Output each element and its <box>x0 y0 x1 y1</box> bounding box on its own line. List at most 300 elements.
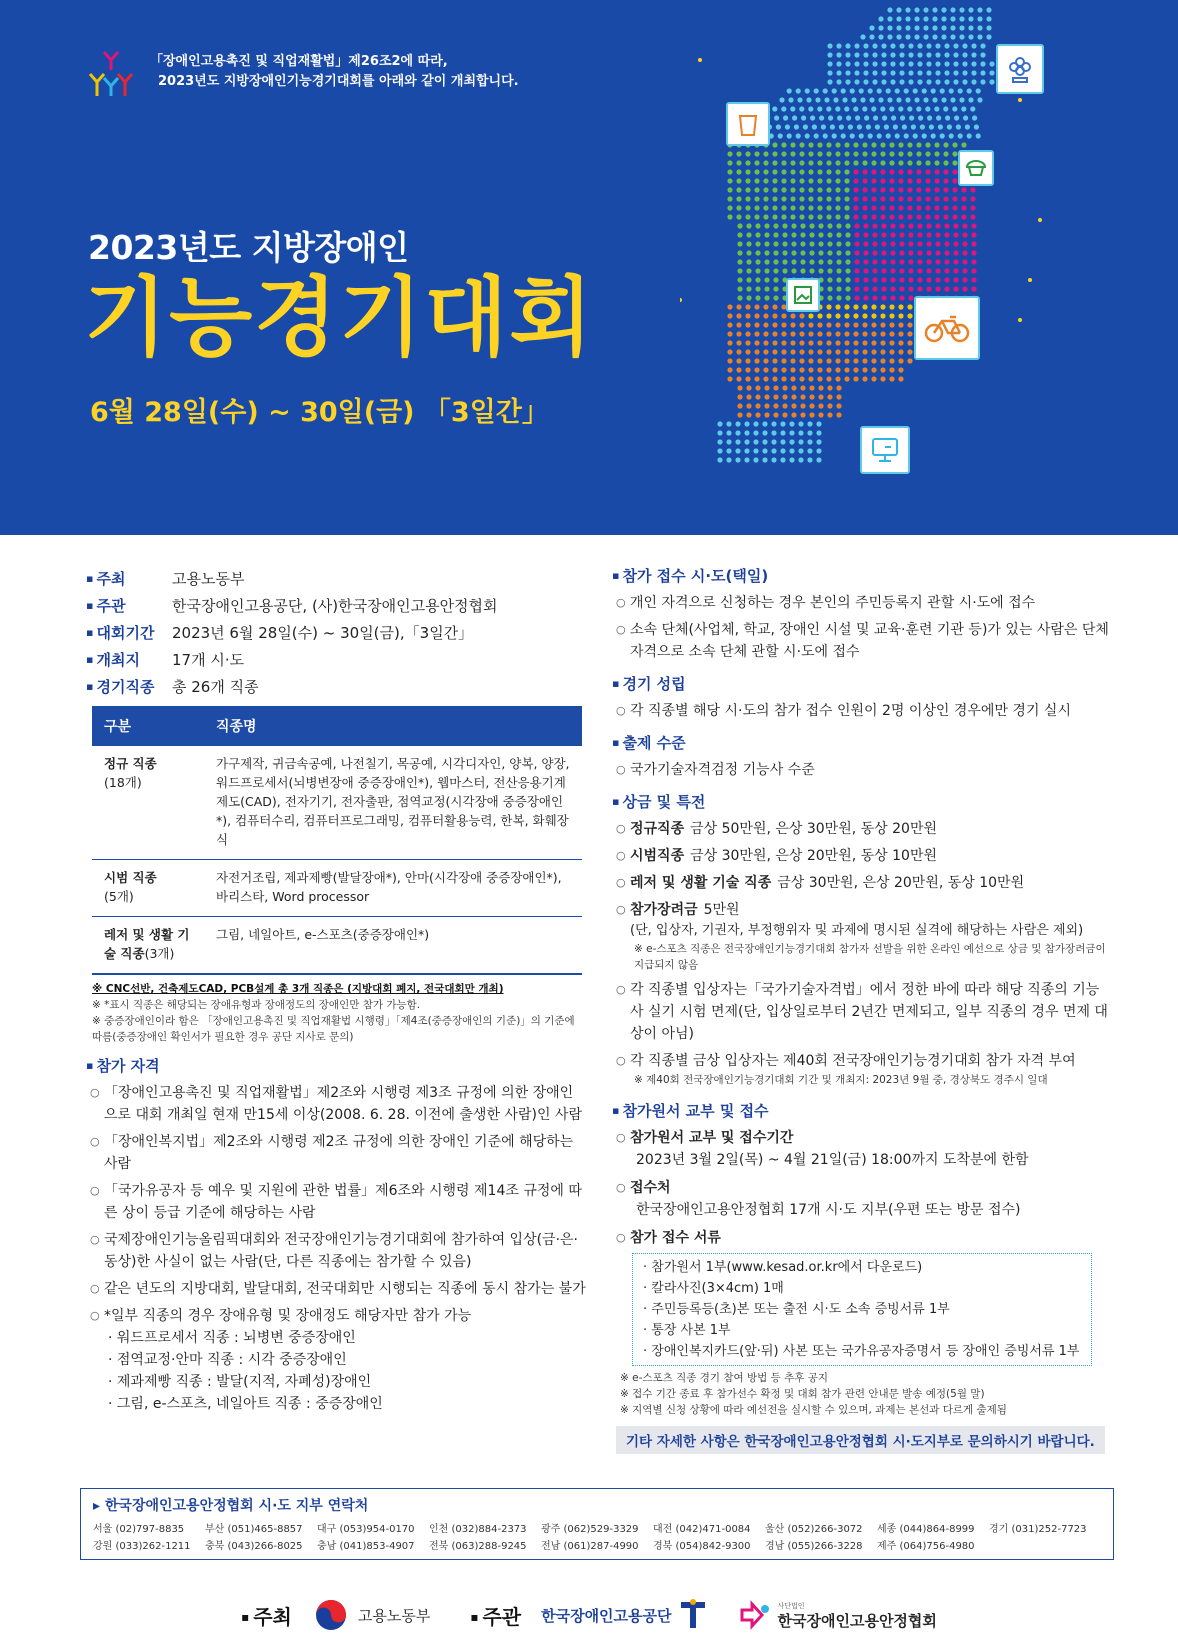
map-dot <box>896 16 901 21</box>
map-dot <box>798 430 803 435</box>
map-dot <box>854 268 859 273</box>
flower-icon <box>996 44 1044 94</box>
map-dot <box>845 70 850 75</box>
map-dot <box>746 232 751 237</box>
map-dot <box>763 313 768 318</box>
map-dot <box>781 196 786 201</box>
map-dot <box>745 313 750 318</box>
map-dot <box>935 61 940 66</box>
map-dot <box>935 268 940 273</box>
map-dot <box>780 430 785 435</box>
map-dot <box>737 394 742 399</box>
map-dot <box>971 61 976 66</box>
map-dot <box>944 250 949 255</box>
map-dot <box>773 295 778 300</box>
map-dot <box>799 178 804 183</box>
sparkle-dot <box>1018 98 1022 102</box>
map-dot <box>971 43 976 48</box>
map-dot <box>827 259 832 264</box>
map-dot <box>877 133 882 138</box>
map-dot <box>953 43 958 48</box>
map-dot <box>862 304 867 309</box>
map-dot <box>817 187 822 192</box>
map-dot <box>862 142 867 147</box>
map-dot <box>918 115 923 120</box>
map-dot <box>922 133 927 138</box>
map-dot <box>807 457 812 462</box>
map-dot <box>926 43 931 48</box>
map-dot <box>893 124 898 129</box>
map-dot <box>880 376 885 381</box>
map-dot <box>907 169 912 174</box>
map-dot <box>943 196 948 201</box>
map-dot <box>827 250 832 255</box>
map-dot <box>764 286 769 291</box>
map-dot <box>889 367 894 372</box>
map-dot <box>916 187 921 192</box>
map-dot <box>727 322 732 327</box>
map-dot <box>845 52 850 57</box>
map-dot <box>798 439 803 444</box>
map-dot <box>754 187 759 192</box>
map-dot <box>943 151 948 156</box>
map-dot <box>961 142 966 147</box>
map-dot <box>917 286 922 291</box>
map-dot <box>844 178 849 183</box>
map-dot <box>872 232 877 237</box>
map-dot <box>940 133 945 138</box>
map-dot <box>797 97 802 102</box>
map-dot <box>954 115 959 120</box>
map-dot <box>907 160 912 165</box>
map-dot <box>818 259 823 264</box>
map-dot <box>790 178 795 183</box>
map-dot <box>799 322 804 327</box>
map-dot <box>816 448 821 453</box>
map-dot <box>817 151 822 156</box>
map-dot <box>727 160 732 165</box>
map-dot <box>896 34 901 39</box>
map-dot <box>862 214 867 219</box>
map-dot <box>925 214 930 219</box>
map-dot <box>916 160 921 165</box>
map-dot <box>817 214 822 219</box>
map-dot <box>853 358 858 363</box>
map-dot <box>925 160 930 165</box>
map-dot <box>934 205 939 210</box>
map-dot <box>863 52 868 57</box>
map-dot <box>908 70 913 75</box>
map-dot <box>754 331 759 336</box>
map-dot <box>862 376 867 381</box>
map-dot <box>935 43 940 48</box>
map-dot <box>899 52 904 57</box>
map-dot <box>853 196 858 201</box>
map-dot <box>943 187 948 192</box>
map-dot <box>889 205 894 210</box>
map-dot <box>977 25 982 30</box>
map-dot <box>854 295 859 300</box>
map-dot <box>881 79 886 84</box>
map-dot <box>953 232 958 237</box>
map-dot <box>934 160 939 165</box>
map-dot <box>763 187 768 192</box>
map-dot <box>845 232 850 237</box>
map-dot <box>827 295 832 300</box>
map-dot <box>745 349 750 354</box>
map-dot <box>880 142 885 147</box>
map-dot <box>754 313 759 318</box>
map-dot <box>862 322 867 327</box>
map-dot <box>878 16 883 21</box>
sparkle-dot <box>1018 318 1022 322</box>
map-dot <box>971 241 976 246</box>
map-dot <box>816 430 821 435</box>
map-dot <box>755 268 760 273</box>
map-dot <box>881 250 886 255</box>
map-dot <box>872 223 877 228</box>
map-dot <box>962 268 967 273</box>
map-dot <box>850 88 855 93</box>
map-dot <box>889 106 894 111</box>
map-dot <box>844 313 849 318</box>
map-dot <box>887 34 892 39</box>
map-dot <box>986 34 991 39</box>
map-dot <box>923 25 928 30</box>
competition-title: ▪ 경기 성립 <box>612 673 1112 694</box>
map-dot <box>753 421 758 426</box>
map-dot <box>755 394 760 399</box>
map-dot <box>746 295 751 300</box>
contact-item: 부산 (051)465-8857 <box>205 1524 303 1535</box>
map-dot <box>887 7 892 12</box>
event-info <box>86 565 586 700</box>
map-dot <box>932 16 937 21</box>
map-dot <box>944 61 949 66</box>
map-dot <box>772 313 777 318</box>
map-dot <box>871 340 876 345</box>
map-dot <box>872 295 877 300</box>
map-dot <box>952 196 957 201</box>
map-dot <box>907 358 912 363</box>
map-dot <box>781 376 786 381</box>
map-dot <box>917 43 922 48</box>
table-row: 시범 직종 (5개) 자전거조립, 제과제빵(발달장애*), 안마(시각장애 중증장애인*), 바리스타, Word processor <box>92 860 582 917</box>
map-dot <box>886 88 891 93</box>
hero-subtitle: 2023년도 지방장애인 <box>88 228 409 267</box>
map-dot <box>941 16 946 21</box>
map-dot <box>881 295 886 300</box>
map-dot <box>818 232 823 237</box>
map-dot <box>950 16 955 21</box>
map-dot <box>835 214 840 219</box>
map-dot <box>914 97 919 102</box>
map-dot <box>962 43 967 48</box>
map-dot <box>926 250 931 255</box>
map-dot <box>853 142 858 147</box>
map-dot <box>826 160 831 165</box>
map-dot <box>943 160 948 165</box>
map-dot <box>871 160 876 165</box>
left-column <box>86 565 586 1415</box>
map-dot <box>917 259 922 264</box>
map-dot <box>971 70 976 75</box>
map-dot <box>962 250 967 255</box>
map-dot <box>962 61 967 66</box>
map-dot <box>790 322 795 327</box>
map-dot <box>781 367 786 372</box>
map-dot <box>869 97 874 102</box>
map-dot <box>917 61 922 66</box>
map-dot <box>926 259 931 264</box>
map-dot <box>845 268 850 273</box>
map-dot <box>835 367 840 372</box>
map-dot <box>875 124 880 129</box>
map-dot <box>798 457 803 462</box>
map-dot <box>755 223 760 228</box>
map-dot <box>971 286 976 291</box>
hero-date: 6월 28일(수) ~ 30일(금) 「3일간」 <box>90 397 549 428</box>
map-dot <box>764 268 769 273</box>
map-dot <box>754 160 759 165</box>
map-dot <box>932 97 937 102</box>
map-dot <box>796 88 801 93</box>
map-dot <box>871 313 876 318</box>
map-dot <box>853 367 858 372</box>
map-dot <box>880 367 885 372</box>
map-dot <box>844 349 849 354</box>
map-dot <box>754 205 759 210</box>
map-dot <box>896 7 901 12</box>
map-dot <box>935 286 940 291</box>
map-dot <box>790 358 795 363</box>
map-dot <box>908 61 913 66</box>
map-dot <box>950 97 955 102</box>
map-dot <box>817 358 822 363</box>
map-dot <box>798 421 803 426</box>
map-dot <box>947 124 952 129</box>
map-dot <box>980 61 985 66</box>
map-dot <box>736 178 741 183</box>
map-dot <box>727 151 732 156</box>
map-dot <box>971 259 976 264</box>
map-dot <box>763 322 768 327</box>
map-dot <box>943 106 948 111</box>
event-logo-icon <box>86 48 136 100</box>
map-dot <box>736 322 741 327</box>
map-dot <box>762 448 767 453</box>
map-dot <box>816 421 821 426</box>
map-dot <box>745 340 750 345</box>
contact-item: 울산 (052)266-3072 <box>765 1524 863 1535</box>
map-dot <box>944 241 949 246</box>
map-dot <box>907 214 912 219</box>
map-dot <box>762 439 767 444</box>
map-dot <box>726 457 731 462</box>
map-dot <box>827 277 832 282</box>
map-dot <box>764 412 769 417</box>
map-dot <box>935 232 940 237</box>
map-dot <box>755 295 760 300</box>
map-dot <box>880 187 885 192</box>
map-dot <box>845 250 850 255</box>
list-item: · 참가원서 1부(www.kesad.or.kr에서 다운로드) <box>643 1257 1081 1278</box>
map-dot <box>871 187 876 192</box>
map-dot <box>890 286 895 291</box>
list-item: ○ 각 직종별 해당 시·도의 참가 접수 인원이 2명 이상인 경우에만 경기 실시 <box>612 700 1112 722</box>
sparkle-dot <box>698 58 702 62</box>
map-dot <box>934 178 939 183</box>
map-dot <box>827 232 832 237</box>
map-dot <box>773 241 778 246</box>
contact-item: 전남 (061)287-4990 <box>541 1541 639 1552</box>
map-dot <box>943 205 948 210</box>
bread-icon <box>958 150 994 186</box>
application-docs-box <box>632 1253 1092 1366</box>
map-dot <box>905 16 910 21</box>
map-dot <box>899 79 904 84</box>
map-dot <box>754 340 759 345</box>
map-dot <box>717 430 722 435</box>
map-dot <box>800 403 805 408</box>
map-dot <box>836 412 841 417</box>
map-dot <box>789 448 794 453</box>
prize-row-demo: ○ 시범직종 금상 30만원, 은상 20만원, 동상 10만원 <box>612 845 1112 867</box>
map-dot <box>845 241 850 246</box>
list-item: · 장애인복지카드(앞·뒤) 사본 또는 국가유공자증명서 등 장애인 증빙서류 1부 <box>643 1341 1081 1362</box>
map-dot <box>755 385 760 390</box>
map-dot <box>726 439 731 444</box>
map-dot <box>952 160 957 165</box>
map-dot <box>899 43 904 48</box>
map-dot <box>880 178 885 183</box>
map-dot <box>773 223 778 228</box>
map-dot <box>814 88 819 93</box>
map-dot <box>844 376 849 381</box>
map-dot <box>890 295 895 300</box>
map-dot <box>871 358 876 363</box>
map-dot <box>908 79 913 84</box>
map-dot <box>808 376 813 381</box>
map-dot <box>898 160 903 165</box>
map-dot <box>871 349 876 354</box>
map-dot <box>763 151 768 156</box>
map-dot <box>889 322 894 327</box>
map-dot <box>944 232 949 237</box>
map-dot <box>862 196 867 201</box>
map-dot <box>790 160 795 165</box>
map-dot <box>909 115 914 120</box>
map-dot <box>845 79 850 84</box>
map-dot <box>808 322 813 327</box>
map-dot <box>965 124 970 129</box>
contact-item: 경북 (054)842-9300 <box>653 1541 751 1552</box>
map-dot <box>898 304 903 309</box>
map-dot <box>853 169 858 174</box>
map-dot <box>908 52 913 57</box>
map-dot <box>808 313 813 318</box>
map-dot <box>771 421 776 426</box>
map-dot <box>898 142 903 147</box>
map-dot <box>925 169 930 174</box>
map-dot <box>791 385 796 390</box>
map-dot <box>859 133 864 138</box>
map-dot <box>745 196 750 201</box>
map-dot <box>727 187 732 192</box>
map-dot <box>926 79 931 84</box>
map-dot <box>836 232 841 237</box>
map-dot <box>772 205 777 210</box>
map-dot <box>836 295 841 300</box>
list-item: · 통장 사본 1부 <box>643 1320 1081 1341</box>
map-dot <box>934 169 939 174</box>
map-dot <box>774 115 779 120</box>
map-dot <box>863 232 868 237</box>
contact-item: 경남 (055)266-3228 <box>765 1541 863 1552</box>
map-dot <box>781 358 786 363</box>
map-dot <box>972 115 977 120</box>
map-dot <box>977 7 982 12</box>
map-dot <box>899 277 904 282</box>
map-dot <box>835 142 840 147</box>
map-dot <box>950 25 955 30</box>
map-dot <box>943 142 948 147</box>
map-dot <box>926 241 931 246</box>
map-dot <box>835 376 840 381</box>
map-dot <box>809 412 814 417</box>
info-row-jobs: ▪ 경기직종 총 26개 직종 <box>86 673 586 700</box>
map-dot <box>799 331 804 336</box>
map-dot <box>941 25 946 30</box>
contact-item: 충남 (041)853-4907 <box>317 1541 415 1552</box>
map-dot <box>826 106 831 111</box>
map-dot <box>890 259 895 264</box>
map-dot <box>736 376 741 381</box>
sparkle-dot <box>680 298 682 302</box>
map-dot <box>800 259 805 264</box>
map-dot <box>737 241 742 246</box>
map-dot <box>808 169 813 174</box>
map-dot <box>736 340 741 345</box>
map-dot <box>853 178 858 183</box>
map-dot <box>817 340 822 345</box>
map-dot <box>836 403 841 408</box>
map-dot <box>926 70 931 75</box>
map-dot <box>911 124 916 129</box>
map-dot <box>805 88 810 93</box>
map-dot <box>871 304 876 309</box>
map-dot <box>790 169 795 174</box>
list-item: · 워드프로세서 직종 : 뇌병변 중증장애인 <box>108 1327 586 1349</box>
map-dot <box>898 169 903 174</box>
map-dot <box>809 223 814 228</box>
map-dot <box>772 106 777 111</box>
map-dot <box>844 160 849 165</box>
map-dot <box>890 79 895 84</box>
map-dot <box>744 457 749 462</box>
map-dot <box>854 286 859 291</box>
map-dot <box>818 412 823 417</box>
map-dot <box>895 133 900 138</box>
map-dot <box>764 241 769 246</box>
map-dot <box>772 331 777 336</box>
map-dot <box>799 349 804 354</box>
map-dot <box>958 88 963 93</box>
map-dot <box>808 142 813 147</box>
application-place: 한국장애인고용안정협회 17개 시·도 지부(우편 또는 방문 접수) <box>636 1202 1021 1218</box>
map-dot <box>968 25 973 30</box>
map-dot <box>736 196 741 201</box>
